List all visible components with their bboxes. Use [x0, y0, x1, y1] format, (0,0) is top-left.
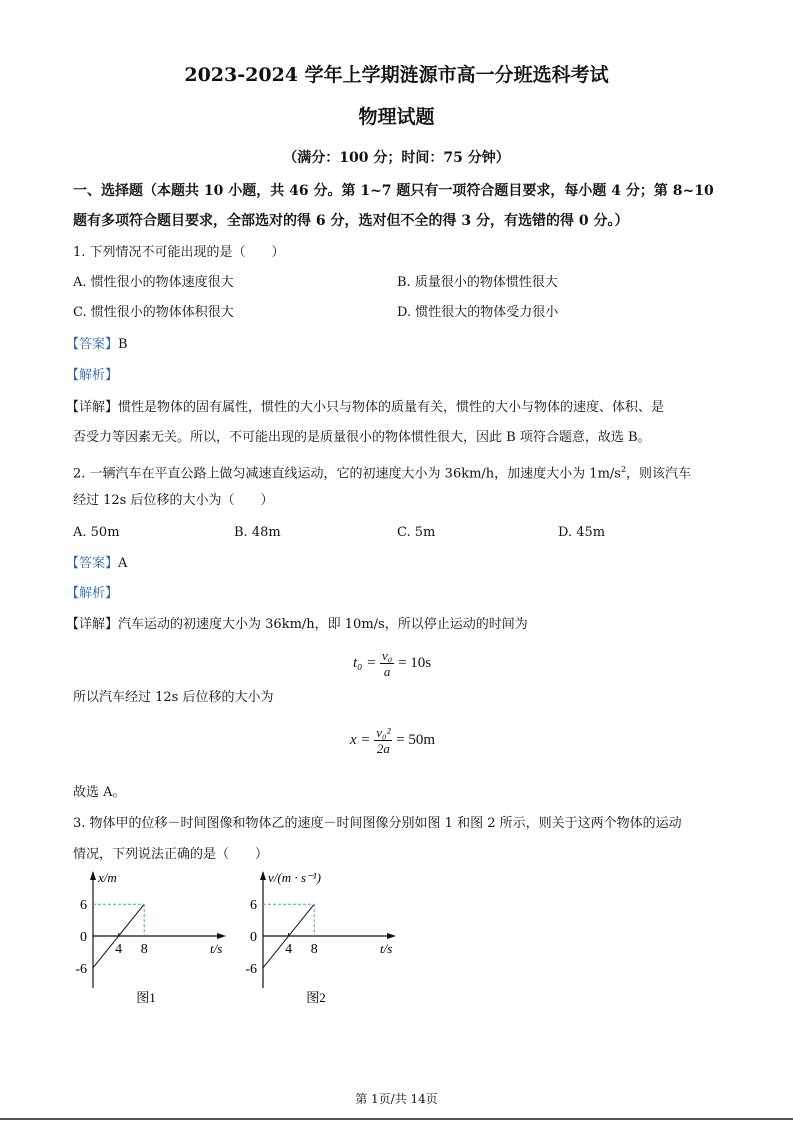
formula-displacement: [350, 725, 435, 756]
page-footer: 第 1页/共 14页: [355, 1092, 438, 1106]
x-axis-label: t/s: [210, 941, 223, 956]
page-title: 2023-2024 学年上学期涟源市高一分班选科考试: [184, 64, 609, 86]
figures: [60, 860, 410, 1040]
y-tick-label: 6: [250, 898, 257, 914]
q1-option-b: B. 质量很小的物体惯性很大: [397, 275, 558, 290]
answer-tag: 【答案】: [66, 337, 119, 352]
y-axis-arrow: [260, 871, 266, 880]
answer-value: B: [118, 337, 128, 352]
q1-option-c: C. 惯性很小的物体体积很大: [73, 305, 234, 320]
superscript: 2: [620, 465, 627, 474]
x-tick-label: 4: [115, 942, 123, 957]
q2-option-b: B. 48m: [234, 525, 281, 540]
x-axis-arrow: [387, 933, 396, 939]
y-tick-label: 0: [80, 930, 87, 945]
q1-analysis-tag: 【解析】: [66, 368, 119, 383]
q2-analysis-tag: 【解析】: [66, 586, 119, 601]
x-axis-label: t/s: [380, 941, 393, 956]
formula-lhs: x =: [350, 732, 371, 748]
detail-tag: 【详解】: [66, 400, 119, 415]
q2-option-d: D. 45m: [558, 525, 606, 540]
formula-numerator: v₀: [382, 648, 393, 664]
q1-detail-line2: 否受力等因素无关。所以，不可能出现的是质量很小的物体惯性很大，因此 B 项符合题意，故选 B。: [73, 430, 651, 445]
detail-text: 汽车运动的初速度大小为 36km/h，即 10m/s，所以停止运动的时间为: [118, 617, 528, 632]
x-tick-label: 8: [310, 942, 318, 957]
q2-option-c: C. 5m: [397, 525, 436, 540]
y-tick-label: 0: [250, 930, 257, 945]
q2-conclusion: 故选 A。: [73, 785, 126, 800]
y-axis-label: x/m: [98, 870, 117, 885]
answer-value: A: [118, 556, 128, 571]
q2-stem-line2: 经过 12s 后位移的大小为（ ）: [73, 493, 274, 508]
q1-detail-line1: [66, 399, 664, 417]
detail-text: 惯性是物体的固有属性，惯性的大小只与物体的质量有关，惯性的大小与物体的速度、体积、是: [118, 400, 665, 415]
formula-denominator: a: [383, 664, 391, 680]
figure-caption: 图2: [306, 990, 326, 1005]
q2-stem-line1: [73, 461, 691, 483]
exam-meta: （满分：100 分；时间：75 分钟）: [283, 150, 510, 166]
section-header-line2: 题有多项符合题目要求，全部选对的得 6 分，选对但不全的得 3 分，有选错的得 0 分。）: [73, 213, 629, 229]
page-subtitle: 物理试题: [358, 106, 435, 128]
q1-stem: 1. 下列情况不可能出现的是（ ）: [73, 245, 285, 260]
q1-option-a: A. 惯性很小的物体速度很大: [73, 275, 234, 290]
detail-tag: 【详解】: [66, 617, 119, 632]
x-tick-label: 8: [140, 942, 148, 957]
y-axis-arrow: [90, 871, 96, 880]
q2-option-a: A. 50m: [73, 525, 120, 540]
stem-text: 2. 一辆汽车在平直公路上做匀减速直线运动，它的初速度大小为 36km/h，加速度大小为 1m/s: [73, 466, 621, 482]
q3-stem-line2: 情况，下列说法正确的是（ ）: [73, 847, 269, 862]
q1-option-d: D. 惯性很大的物体受力很小: [397, 305, 559, 320]
y-tick-label: 6: [80, 898, 87, 914]
formula-lhs: t₀ =: [353, 655, 377, 671]
formula-denominator: 2a: [376, 741, 390, 757]
x-axis-arrow: [217, 933, 226, 939]
q3-stem-line1: 3. 物体甲的位移－时间图像和物体乙的速度－时间图像分别如图 1 和图 2 所示，则关于这两个物体的运动: [73, 816, 682, 831]
section-header-line1: 一、选择题（本题共 10 小题，共 46 分。第 1~7 题只有一项符合题目要求，每小题 4 分；第 8~10: [73, 183, 714, 199]
q2-detail-line1: [66, 616, 528, 634]
formula-stop-time: [353, 648, 431, 679]
x-tick-label: 4: [285, 942, 293, 957]
q2-answer: [66, 555, 127, 573]
q2-detail-line2: 所以汽车经过 12s 后位移的大小为: [73, 690, 274, 705]
y-tick-label: -6: [75, 961, 87, 977]
formula-numerator: v₀²: [376, 725, 391, 741]
figure-caption: 图1: [136, 990, 156, 1005]
formula-rhs: = 50m: [396, 732, 436, 748]
answer-tag: 【答案】: [66, 556, 119, 571]
q1-answer: [66, 336, 128, 354]
y-tick-label: -6: [245, 961, 257, 977]
footer-divider: [0, 1118, 793, 1120]
formula-rhs: = 10s: [398, 655, 432, 671]
stem-text: ，则该汽车: [626, 466, 692, 482]
y-axis-label: v/(m · s⁻¹): [268, 870, 321, 885]
